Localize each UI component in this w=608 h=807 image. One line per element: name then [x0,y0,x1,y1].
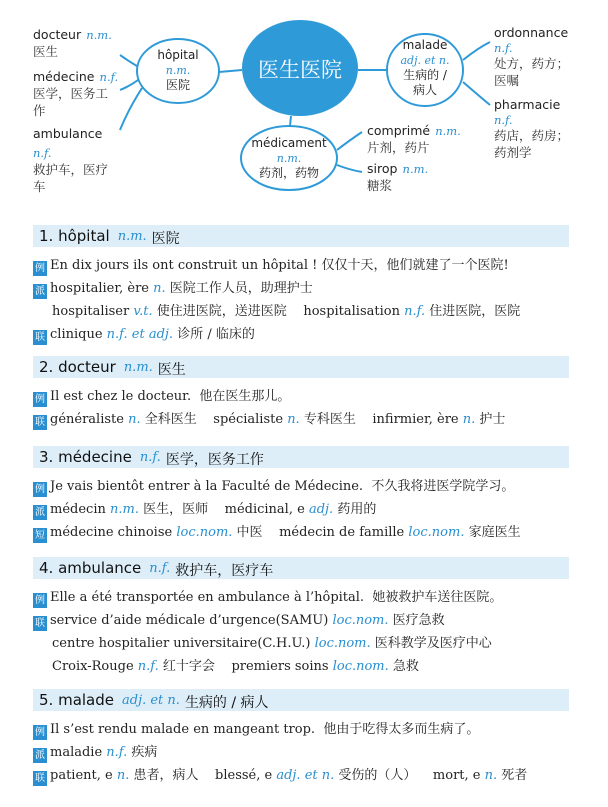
line-text: 患者，病人 blessé, e [129,768,277,783]
line-text: hospitalier, ère [50,281,154,296]
line-text: 住进医院，医院 [425,304,521,319]
line-tag-icon: 派 [35,507,45,518]
entry-line [33,498,376,520]
part-of-speech: n. [484,768,498,783]
entry-line [33,277,313,299]
bubble-hopital-text: hôpital n.m. 医院 [157,48,199,92]
entry-title: 3. médecine [39,448,132,466]
part-of-speech: n. [128,412,141,427]
part-of-speech: loc.nom. [314,636,371,651]
line-tag-icon: 派 [35,750,45,761]
line-text: 医疗急救 [388,613,445,628]
mm-word-sirop: sirop n.m. 糖浆 [367,161,429,193]
part-of-speech: n.f. [137,659,159,674]
line-tag-icon: 联 [35,773,45,784]
entry-line [33,718,479,740]
entry-line [33,741,157,763]
entry-header [33,689,569,711]
part-of-speech: n. [287,412,300,427]
line-text: 受伤的（人） mort, e [334,768,485,783]
entry-title: 1. hôpital [39,227,110,245]
entry-pos: n.m. [117,229,147,244]
part-of-speech: adj. et n. [276,768,335,783]
mm-word-pharmacie: pharmacie n.f. 药店，药房；药剂学 [494,97,570,160]
line-text: 诊所 / 临床的 [173,327,255,342]
entry-header [33,557,569,579]
line-text: 死者 [497,768,528,783]
line-text: Elle a été transportée en ambulance à l’hôpital. 她被救护车送往医院。 [50,590,503,605]
entry-line [52,632,492,651]
entry-line [33,764,527,786]
line-text: 药用的 [333,502,377,517]
line-text: patient, e [50,768,117,783]
part-of-speech: n.f. et adj. [106,327,174,342]
mm-word-comprime: comprimé n.m. 片剂，药片 [367,123,461,155]
entry-header [33,446,569,468]
part-of-speech: n. [116,768,130,783]
line-tag-icon: 例 [35,727,45,738]
entry-line [33,323,255,345]
part-of-speech: adj. [308,502,334,517]
entry-pos: n.f. [149,561,171,576]
entry-title: 5. malade [39,691,114,709]
entry-gloss: 医院 [151,231,180,247]
entry-line [52,655,419,674]
line-tag-icon: 短 [35,530,45,541]
line-text: maladie [50,745,107,760]
bubble-medicament-text: médicament n.m. 药剂，药物 [251,136,327,180]
part-of-speech: n. [462,412,476,427]
line-text: service d’aide médicale d’urgence(SAMU) [50,613,333,628]
line-tag-icon: 例 [35,263,45,274]
line-text: médecine chinoise [50,525,177,540]
line-tag-icon: 联 [35,417,45,428]
mm-word-docteur: docteur n.m. 医生 [33,27,112,59]
line-text: Croix-Rouge [52,659,138,674]
line-tag-icon: 派 [35,286,45,297]
line-text: 疾病 [127,745,158,760]
part-of-speech: n.f. [404,304,426,319]
entry-line [33,408,505,430]
line-text: 医科教学及医疗中心 [370,636,492,651]
line-text: 中医 médecin de famille [232,525,409,540]
entry-line [33,385,290,407]
line-text: centre hospitalier universitaire(C.H.U.) [52,636,315,651]
mm-word-ordonnance: ordonnance n.f. 处方，药方；医嘱 [494,25,570,88]
line-text: 红十字会 premiers soins [158,659,333,674]
line-text: Il s’est rendu malade en mangeant trop. 他由于吃得太多而生病了。 [50,722,480,737]
entry-line [52,300,520,319]
mind-map [0,0,608,205]
entry-gloss: 医生 [157,362,186,378]
line-text: clinique [50,327,107,342]
entry-gloss: 救护车，医疗车 [175,563,274,579]
line-text: Il est chez le docteur. 他在医生那儿。 [50,389,291,404]
line-text: 医生，医师 médicinal, e [138,502,309,517]
line-text: médecin [50,502,110,517]
entry-title: 4. ambulance [39,559,142,577]
entry-line [33,521,521,543]
entry-gloss: 医学，医务工作 [165,452,264,468]
line-tag-icon: 例 [35,484,45,495]
line-text: 医院工作人员，助理护士 [165,281,313,296]
part-of-speech: n.m. [109,502,139,517]
mm-word-medecine: médecine n.f. 医学，医务工作 [33,69,119,118]
line-text: 家庭医生 [464,525,521,540]
entry-line [33,254,509,276]
entry-line [33,475,514,497]
line-text: 护士 [475,412,506,427]
entry-header [33,356,569,378]
mm-word-ambulance: ambulance n.f. 救护车，医疗车 [33,126,109,194]
line-text: En dix jours ils ont construit un hôpital ! 仅仅十天，他们就建了一个医院! [50,258,509,273]
entry-pos: n.f. [139,450,161,465]
line-text: hospitaliser [52,304,134,319]
entry-pos: adj. et n. [122,693,180,708]
part-of-speech: loc.nom. [332,613,389,628]
center-title: 医生医院 [258,58,342,82]
part-of-speech: v.t. [133,304,153,319]
line-tag-icon: 联 [35,618,45,629]
entry-gloss: 生病的 / 病人 [184,695,269,711]
line-text: 使住进医院，送进医院 hospitalisation [152,304,405,319]
entry-header [33,225,569,247]
line-tag-icon: 例 [35,394,45,405]
line-text: 全科医生 spécialiste [140,412,288,427]
part-of-speech: n. [153,281,166,296]
part-of-speech: n.f. [106,745,128,760]
entry-line [33,609,445,631]
bubble-malade-text: malade adj. et n. 生病的 / 病人 [400,38,450,97]
entry-line [33,586,502,608]
left-word-list [33,24,123,195]
line-tag-icon: 联 [35,332,45,343]
part-of-speech: loc.nom. [176,525,233,540]
entry-pos: n.m. [123,360,153,375]
entry-title: 2. docteur [39,358,116,376]
part-of-speech: loc.nom. [332,659,389,674]
line-text: généraliste [50,412,129,427]
line-text: Je vais bientôt entrer à la Faculté de Médecine. 不久我将进医学院学习。 [50,479,515,494]
line-text: 专科医生 infirmier, ère [299,412,463,427]
part-of-speech: loc.nom. [408,525,465,540]
line-tag-icon: 例 [35,595,45,606]
line-text: 急救 [388,659,419,674]
